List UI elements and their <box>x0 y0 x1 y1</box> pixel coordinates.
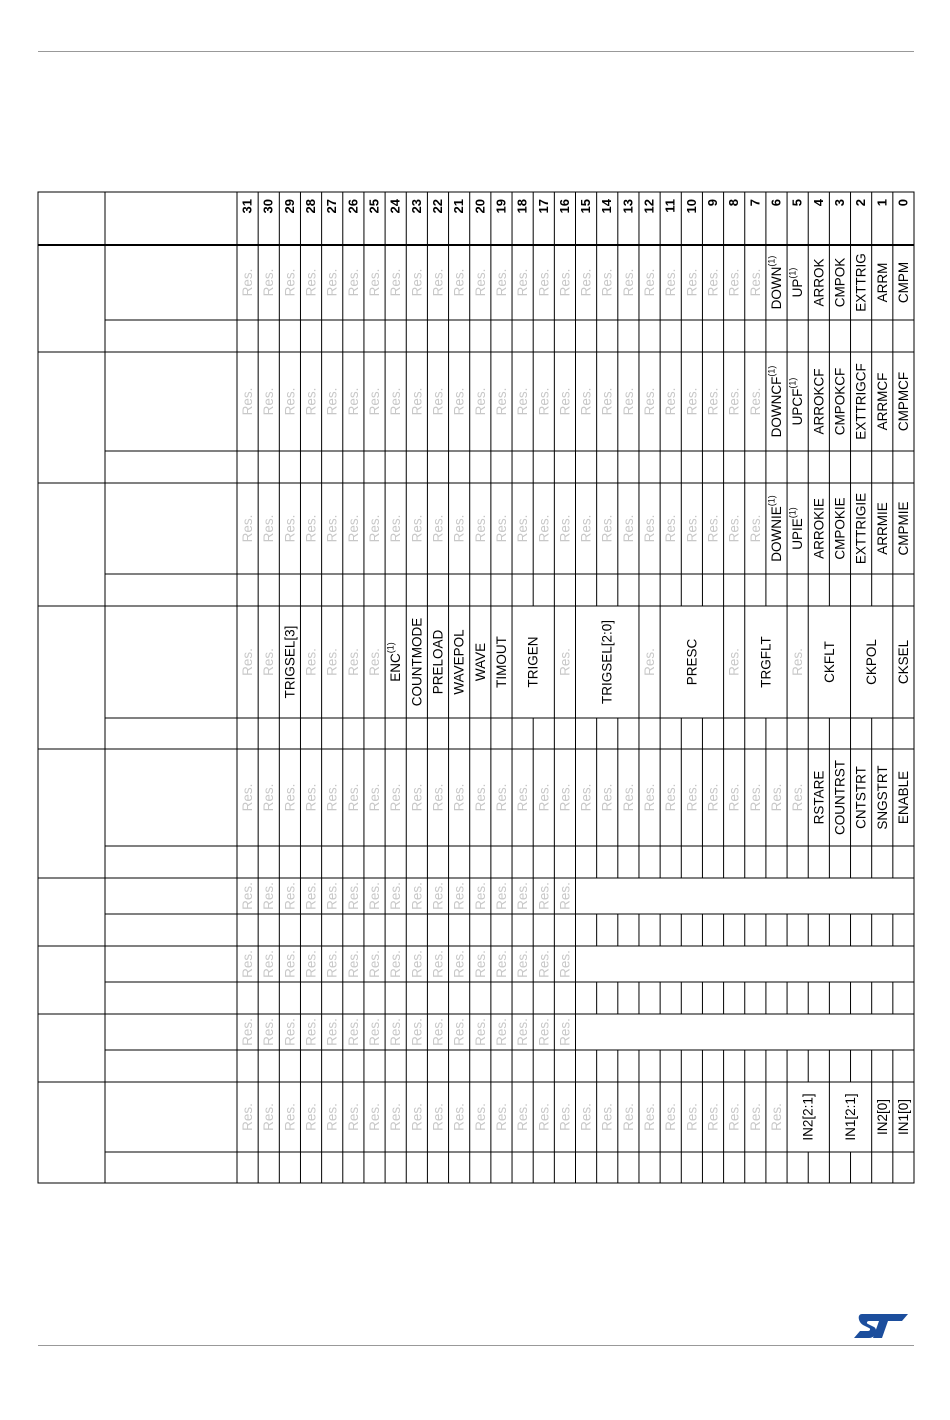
reserved-bit-label: Res. <box>599 1103 615 1131</box>
field-name-label: UPCF$^{(1)}$ <box>787 377 806 426</box>
reserved-bit-label: Res. <box>345 387 361 416</box>
bit-number-label: 0 <box>895 199 911 207</box>
reserved-bit-label: Res. <box>663 514 679 543</box>
reserved-bit-label: Res. <box>240 514 256 543</box>
reserved-bit-label: Res. <box>620 783 636 812</box>
reserved-bit-label: Res. <box>367 783 383 812</box>
reserved-bit-label: Res. <box>367 882 383 910</box>
reserved-bit-label: Res. <box>663 387 679 416</box>
reserved-bit-label: Res. <box>515 783 531 812</box>
footer-rule <box>38 1345 914 1346</box>
reserved-bit-label: Res. <box>536 268 552 297</box>
bit-number-label: 5 <box>789 199 805 207</box>
field-name-label: DOWNCF$^{(1)}$ <box>766 365 784 438</box>
reserved-bit-label: Res. <box>747 268 763 297</box>
reserved-bit-label: Res. <box>409 268 425 297</box>
reserved-bit-label: Res. <box>430 387 446 416</box>
field-name-label: UP$^{(1)}$ <box>787 267 806 298</box>
reserved-bit-label: Res. <box>493 783 509 812</box>
reserved-bit-label: Res. <box>240 648 256 676</box>
reserved-bit-label: Res. <box>493 950 509 978</box>
reserved-bit-label: Res. <box>768 783 784 812</box>
reserved-bit-label: Res. <box>705 514 721 543</box>
bit-number-label: 26 <box>345 199 361 214</box>
reserved-bit-label: Res. <box>367 514 383 543</box>
reserved-bit-label: Res. <box>409 1103 425 1131</box>
reserved-bit-label: Res. <box>472 950 488 978</box>
reserved-bit-label: Res. <box>536 950 552 978</box>
reserved-bit-label: Res. <box>282 1018 298 1046</box>
bit-number-label: 11 <box>662 199 678 213</box>
reserved-bit-label: Res. <box>599 514 615 543</box>
reserved-bit-label: Res. <box>345 1018 361 1046</box>
reserved-bit-label: Res. <box>599 387 615 416</box>
reserved-bit-label: Res. <box>472 1018 488 1046</box>
field-name-label: PRELOAD <box>430 629 446 695</box>
reserved-bit-label: Res. <box>557 1018 573 1046</box>
reserved-bit-label: Res. <box>345 882 361 910</box>
field-name-label: ENABLE <box>895 770 911 825</box>
reserved-bit-label: Res. <box>536 1018 552 1046</box>
field-name-label: CMPM <box>895 261 911 304</box>
reserved-bit-label: Res. <box>642 268 658 297</box>
bit-number-label: 23 <box>408 199 424 214</box>
field-name-label: CMPOKCF <box>832 367 848 436</box>
field-name-label: ARROK <box>811 258 827 307</box>
reserved-bit-label: Res. <box>303 1103 319 1131</box>
reserved-bit-label: Res. <box>345 648 361 676</box>
field-name-label: CNTSTRT <box>853 766 869 829</box>
reserved-bit-label: Res. <box>240 387 256 416</box>
reserved-bit-label: Res. <box>642 387 658 416</box>
reserved-bit-label: Res. <box>451 882 467 910</box>
field-name-label: EXTTRIGIE <box>853 492 869 565</box>
reserved-bit-label: Res. <box>240 950 256 978</box>
reserved-bit-label: Res. <box>324 514 340 543</box>
bit-number-label: 2 <box>853 199 869 207</box>
reserved-bit-label: Res. <box>282 268 298 297</box>
bit-number-label: 8 <box>726 199 742 207</box>
reserved-bit-label: Res. <box>557 783 573 812</box>
reserved-bit-label: Res. <box>409 950 425 978</box>
reserved-bit-label: Res. <box>705 783 721 812</box>
reserved-bit-label: Res. <box>388 1018 404 1046</box>
reserved-bit-label: Res. <box>726 783 742 812</box>
reserved-bit-label: Res. <box>620 514 636 543</box>
reserved-bit-label: Res. <box>240 783 256 812</box>
reserved-bit-label: Res. <box>451 387 467 416</box>
field-name-label: COUNTMODE <box>409 617 425 707</box>
reserved-bit-label: Res. <box>515 514 531 543</box>
reserved-bit-label: Res. <box>367 1018 383 1046</box>
reserved-bit-label: Res. <box>261 1103 277 1131</box>
reserved-bit-label: Res. <box>303 514 319 543</box>
field-name-label: TIMOUT <box>493 636 509 688</box>
reserved-bit-label: Res. <box>642 648 658 676</box>
reserved-bit-label: Res. <box>303 387 319 416</box>
reserved-bit-label: Res. <box>557 268 573 297</box>
reserved-bit-label: Res. <box>324 387 340 416</box>
reserved-bit-label: Res. <box>451 783 467 812</box>
reserved-bit-label: Res. <box>684 783 700 812</box>
bit-number-label: 31 <box>239 199 255 214</box>
reserved-bit-label: Res. <box>451 268 467 297</box>
reserved-bit-label: Res. <box>663 783 679 812</box>
field-name-label: COUNTRST <box>832 760 848 835</box>
reserved-bit-label: Res. <box>536 882 552 910</box>
reserved-bit-label: Res. <box>409 783 425 812</box>
reserved-bit-label: Res. <box>620 1103 636 1131</box>
reserved-bit-label: Res. <box>388 783 404 812</box>
reserved-bit-label: Res. <box>430 950 446 978</box>
reserved-bit-label: Res. <box>240 1018 256 1046</box>
reserved-bit-label: Res. <box>768 1103 784 1131</box>
field-name-label: RSTARE <box>811 770 827 825</box>
reserved-bit-label: Res. <box>345 1103 361 1131</box>
reserved-bit-label: Res. <box>240 268 256 297</box>
field-name-label: TRGFLT <box>758 636 774 688</box>
reserved-bit-label: Res. <box>345 268 361 297</box>
reserved-bit-label: Res. <box>451 950 467 978</box>
bit-number-label: 29 <box>281 199 297 214</box>
reserved-bit-label: Res. <box>409 1018 425 1046</box>
bit-number-label: 7 <box>747 199 763 207</box>
reserved-bit-label: Res. <box>493 268 509 297</box>
reserved-bit-label: Res. <box>726 387 742 416</box>
field-name-label: IN1[2:1] <box>843 1093 859 1141</box>
reserved-bit-label: Res. <box>367 387 383 416</box>
reserved-bit-label: Res. <box>620 387 636 416</box>
reserved-bit-label: Res. <box>515 1018 531 1046</box>
reserved-bit-label: Res. <box>578 783 594 812</box>
reserved-bit-label: Res. <box>451 1103 467 1131</box>
reserved-bit-label: Res. <box>324 783 340 812</box>
field-name-label: UPIE$^{(1)}$ <box>787 507 806 550</box>
reserved-bit-label: Res. <box>515 882 531 910</box>
bit-number-label: 15 <box>578 199 594 214</box>
reserved-bit-label: Res. <box>557 387 573 416</box>
reserved-bit-label: Res. <box>261 950 277 978</box>
field-name-label: CMPMIE <box>895 501 911 556</box>
reserved-bit-label: Res. <box>557 1103 573 1131</box>
reserved-bit-label: Res. <box>409 387 425 416</box>
reserved-bit-label: Res. <box>261 268 277 297</box>
reserved-bit-label: Res. <box>282 514 298 543</box>
reserved-bit-label: Res. <box>472 514 488 543</box>
reserved-bit-label: Res. <box>388 1103 404 1131</box>
bit-number-label: 17 <box>535 199 551 214</box>
bit-number-label: 28 <box>303 199 319 214</box>
reserved-bit-label: Res. <box>324 1103 340 1131</box>
reserved-bit-label: Res. <box>726 648 742 676</box>
reserved-bit-label: Res. <box>388 387 404 416</box>
field-name-label: IN2[2:1] <box>800 1093 816 1141</box>
reserved-bit-label: Res. <box>303 882 319 910</box>
reserved-bit-label: Res. <box>726 1103 742 1131</box>
reserved-bit-label: Res. <box>472 268 488 297</box>
reserved-bit-label: Res. <box>726 514 742 543</box>
reserved-bit-label: Res. <box>536 1103 552 1131</box>
reserved-bit-label: Res. <box>324 268 340 297</box>
reserved-bit-label: Res. <box>747 1103 763 1131</box>
reserved-bit-label: Res. <box>493 1103 509 1131</box>
reserved-bit-label: Res. <box>303 783 319 812</box>
reserved-bit-label: Res. <box>536 783 552 812</box>
reserved-bit-label: Res. <box>790 648 806 676</box>
bit-number-label: 21 <box>451 199 467 214</box>
reserved-bit-label: Res. <box>345 950 361 978</box>
bit-number-label: 20 <box>472 199 488 214</box>
reserved-bit-label: Res. <box>324 882 340 910</box>
reserved-bit-label: Res. <box>240 882 256 910</box>
reserved-bit-label: Res. <box>599 268 615 297</box>
field-name-label: WAVE <box>472 642 488 682</box>
field-name-label: CKPOL <box>864 639 880 685</box>
reserved-bit-label: Res. <box>430 1103 446 1131</box>
reserved-bit-label: Res. <box>620 268 636 297</box>
field-name-label: ENC$^{(1)}$ <box>385 642 404 682</box>
bit-number-label: 30 <box>260 199 276 214</box>
field-name-label: CKFLT <box>821 641 837 683</box>
reserved-bit-label: Res. <box>303 950 319 978</box>
reserved-bit-label: Res. <box>578 387 594 416</box>
reserved-bit-label: Res. <box>303 268 319 297</box>
reserved-bit-label: Res. <box>367 1103 383 1131</box>
field-name-label: CMPMCF <box>895 371 911 432</box>
reserved-bit-label: Res. <box>282 783 298 812</box>
reserved-bit-label: Res. <box>493 387 509 416</box>
st-logo-icon <box>852 1312 910 1340</box>
reserved-bit-label: Res. <box>705 1103 721 1131</box>
reserved-bit-label: Res. <box>303 1018 319 1046</box>
reserved-bit-label: Res. <box>451 514 467 543</box>
reserved-bit-label: Res. <box>790 783 806 812</box>
reserved-bit-label: Res. <box>261 1018 277 1046</box>
reserved-bit-label: Res. <box>557 882 573 910</box>
bit-number-label: 22 <box>429 199 445 214</box>
reserved-bit-label: Res. <box>240 1103 256 1131</box>
reserved-bit-label: Res. <box>282 1103 298 1131</box>
field-name-label: TRIGSEL[2:0] <box>599 619 615 705</box>
field-name-label: TRIGEN <box>525 636 541 688</box>
bit-number-label: 3 <box>831 199 847 207</box>
field-name-label: ARROKIE <box>811 498 827 559</box>
field-name-label: ARROKCF <box>811 368 827 435</box>
reserved-bit-label: Res. <box>472 783 488 812</box>
reserved-bit-label: Res. <box>472 387 488 416</box>
reserved-bit-label: Res. <box>367 268 383 297</box>
reserved-bit-label: Res. <box>515 950 531 978</box>
reserved-bit-label: Res. <box>642 783 658 812</box>
reserved-bit-label: Res. <box>324 950 340 978</box>
field-name-label: CKSEL <box>895 639 911 685</box>
bit-number-label: 18 <box>514 199 530 214</box>
reserved-bit-label: Res. <box>367 648 383 676</box>
bit-number-label: 1 <box>874 199 890 207</box>
bit-number-label: 19 <box>493 199 509 214</box>
field-name-label: WAVEPOL <box>451 629 467 695</box>
reserved-bit-label: Res. <box>388 268 404 297</box>
bit-number-label: 16 <box>556 199 572 214</box>
bit-number-label: 12 <box>641 199 657 214</box>
reserved-bit-label: Res. <box>684 268 700 297</box>
reserved-bit-label: Res. <box>557 950 573 978</box>
reserved-bit-label: Res. <box>430 268 446 297</box>
bit-number-label: 27 <box>324 199 340 214</box>
field-name-label: ARRM <box>874 262 890 303</box>
reserved-bit-label: Res. <box>536 387 552 416</box>
reserved-bit-label: Res. <box>345 783 361 812</box>
reserved-bit-label: Res. <box>261 648 277 676</box>
bit-number-label: 10 <box>683 199 699 214</box>
reserved-bit-label: Res. <box>388 882 404 910</box>
reserved-bit-label: Res. <box>642 514 658 543</box>
reserved-bit-label: Res. <box>493 514 509 543</box>
reserved-bit-label: Res. <box>557 648 573 676</box>
reserved-bit-label: Res. <box>345 514 361 543</box>
field-name-label: EXTTRIGCF <box>853 363 869 440</box>
field-name-label: DOWNIE$^{(1)}$ <box>766 495 784 562</box>
bit-number-label: 13 <box>620 199 636 214</box>
bit-number-label: 9 <box>705 199 721 207</box>
reserved-bit-label: Res. <box>430 514 446 543</box>
reserved-bit-label: Res. <box>493 882 509 910</box>
reserved-bit-label: Res. <box>261 882 277 910</box>
reserved-bit-label: Res. <box>578 1103 594 1131</box>
reserved-bit-label: Res. <box>261 387 277 416</box>
field-name-label: TRIGSEL[3] <box>282 625 298 699</box>
reserved-bit-label: Res. <box>430 882 446 910</box>
field-name-label: DOWN$^{(1)}$ <box>766 255 784 310</box>
reserved-bit-label: Res. <box>536 514 552 543</box>
reserved-bit-label: Res. <box>388 950 404 978</box>
st-logo-s-shape <box>854 1314 908 1338</box>
reserved-bit-label: Res. <box>515 387 531 416</box>
reserved-bit-label: Res. <box>472 1103 488 1131</box>
field-name-label: PRESC <box>684 638 700 686</box>
reserved-bit-label: Res. <box>282 882 298 910</box>
bit-number-label: 25 <box>366 199 382 214</box>
reserved-bit-label: Res. <box>599 783 615 812</box>
reserved-bit-label: Res. <box>451 1018 467 1046</box>
reserved-bit-label: Res. <box>282 387 298 416</box>
reserved-bit-label: Res. <box>409 882 425 910</box>
field-name-label: SNGSTRT <box>874 765 890 830</box>
bit-number-label: 4 <box>810 199 826 207</box>
reserved-bit-label: Res. <box>303 648 319 676</box>
reserved-bit-label: Res. <box>726 268 742 297</box>
reserved-bit-label: Res. <box>705 268 721 297</box>
reserved-bit-label: Res. <box>684 514 700 543</box>
reserved-bit-label: Res. <box>705 387 721 416</box>
reserved-bit-label: Res. <box>578 268 594 297</box>
bit-number-label: 24 <box>387 199 403 214</box>
field-name-label: IN2[0] <box>874 1098 890 1136</box>
bit-number-label: 14 <box>599 199 615 214</box>
field-name-label: CMPOKIE <box>832 497 848 560</box>
reserved-bit-label: Res. <box>430 1018 446 1046</box>
reserved-bit-label: Res. <box>515 1103 531 1131</box>
field-name-label: IN1[0] <box>895 1098 911 1136</box>
reserved-bit-label: Res. <box>324 1018 340 1046</box>
reserved-bit-label: Res. <box>388 514 404 543</box>
reserved-bit-label: Res. <box>493 1018 509 1046</box>
field-name-label: CMPOK <box>832 257 848 308</box>
field-name-label: ARRMCF <box>874 372 890 431</box>
bit-number-label: 6 <box>768 199 784 207</box>
reserved-bit-label: Res. <box>747 387 763 416</box>
field-name-label: EXTTRIG <box>853 253 869 312</box>
reserved-bit-label: Res. <box>663 268 679 297</box>
reserved-bit-label: Res. <box>367 950 383 978</box>
reserved-bit-label: Res. <box>515 268 531 297</box>
reserved-bit-label: Res. <box>642 1103 658 1131</box>
reserved-bit-label: Res. <box>747 514 763 543</box>
reserved-bit-label: Res. <box>557 514 573 543</box>
reserved-bit-label: Res. <box>324 648 340 676</box>
reserved-bit-label: Res. <box>684 1103 700 1131</box>
field-name-label: ARRMIE <box>874 502 890 555</box>
reserved-bit-label: Res. <box>430 783 446 812</box>
reserved-bit-label: Res. <box>409 514 425 543</box>
reserved-bit-label: Res. <box>578 514 594 543</box>
reserved-bit-label: Res. <box>261 783 277 812</box>
reserved-bit-label: Res. <box>684 387 700 416</box>
reserved-bit-label: Res. <box>261 514 277 543</box>
reserved-bit-label: Res. <box>747 783 763 812</box>
reserved-bit-label: Res. <box>282 950 298 978</box>
reserved-bit-label: Res. <box>663 1103 679 1131</box>
reserved-bit-label: Res. <box>472 882 488 910</box>
